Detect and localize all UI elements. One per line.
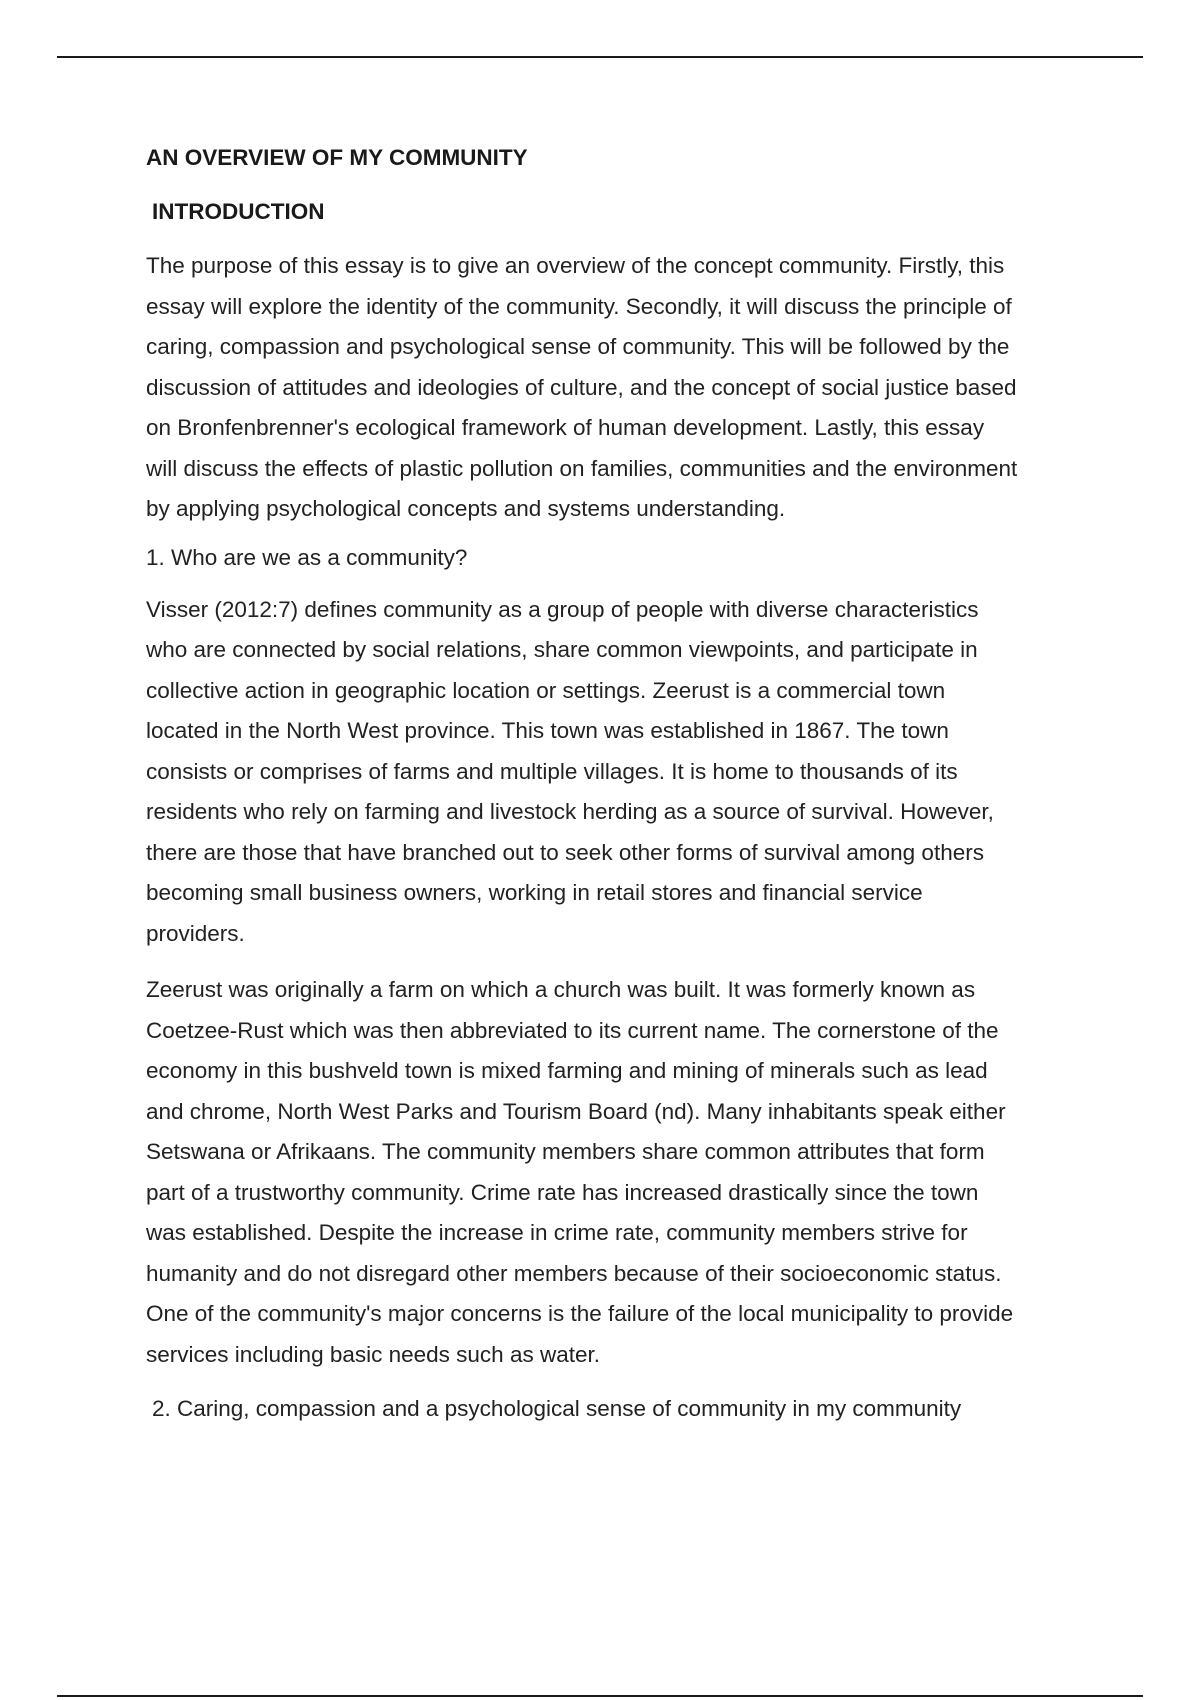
section-1-paragraph-1: Visser (2012:7) defines community as a group of people with diverse characteristics who are connected by social relations, share common viewpoints, and participate in collective action in geographic location or settings. Zeerust is a commercial town located in the North West province. This town was established in 1867. The town consists or comprises of farms and multiple villages. It is home to thousands of its residents who rely on farming and livestock herding as a source of survival. However, there are those that have branched out to seek other forms of survival among others becoming small business owners, working in retail stores and financial service providers.	[146, 596, 994, 946]
document-title: AN OVERVIEW OF MY COMMUNITY	[146, 145, 528, 170]
section-1-paragraph-2: Zeerust was originally a farm on which a church was built. It was formerly known as Coetzee-Rust which was then abbreviated to its current name. The cornerstone of the economy in this bushveld town is mixed farming and mining of minerals such as lead and chrome, North West Parks and Tourism Board (nd). Many inhabitants speak either Setswana or Afrikaans. The community members share common attributes that form part of a trustworthy community. Crime rate has increased drastically since the town was established. Despite the increase in crime rate, community members strive for humanity and do not disregard other members because of their socioeconomic status. One of the community's major concerns is the failure of the local municipality to provide services including basic needs such as water.	[146, 977, 1014, 1367]
section-2-heading: 2. Caring, compassion and a psychological sense of community in my community	[152, 1396, 962, 1421]
section-1-heading: 1. Who are we as a community?	[146, 544, 468, 570]
top-divider	[57, 56, 1143, 58]
introduction-paragraph: The purpose of this essay is to give an overview of the concept community. Firstly, this essay will explore the identity of the community. Secondly, it will discuss the principle of caring, compassion and psychological sense of community. This will be followed by the discussion of attitudes and ideologies of culture, and the concept of social justice based on Bronfenbrenner's ecological framework of human development. Lastly, this essay will discuss the effects of plastic pollution on families, communities and the environment by applying psychological concepts and systems understanding.	[146, 253, 1018, 521]
bottom-divider	[57, 1695, 1143, 1697]
introduction-heading: INTRODUCTION	[152, 199, 325, 224]
document-body	[146, 142, 1096, 1425]
